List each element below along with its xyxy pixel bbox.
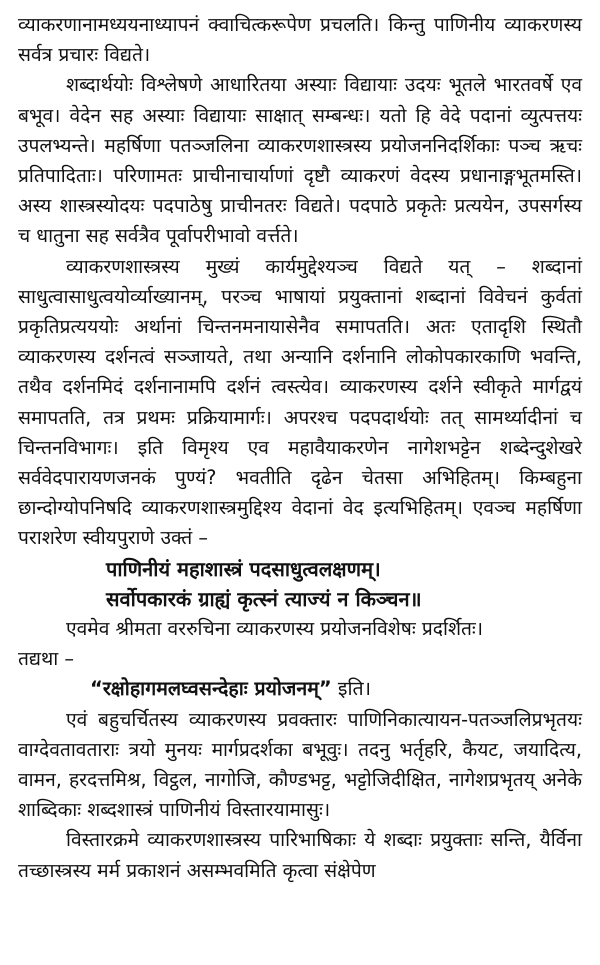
paragraph-1: व्याकरणानामध्ययनाध्यापनं क्वाचित्करूपेण प्रचलति। किन्तु पाणिनीय व्याकरणस्य सर्वत्र प्रचारः विद्यते। — [18, 13, 582, 67]
paragraph-6: विस्तारक्रमे व्याकरणशास्त्रस्य पारिभाषिकाः ये शब्दाः प्रयुक्ताः सन्ति, यैर्विना तच्छास्त्रस्य मर्म प्रकाशनं असम्भवमिति कृत्वा संक्षेपेण — [18, 828, 582, 882]
quote-line — [18, 674, 582, 704]
paragraph-2: शब्दार्थयोः विश्लेषणे आधारितया अस्याः विद्यायाः उदयः भूतले भारतवर्षे एव बभूव। वेदेन सह अस्याः विद्यायाः साक्षात् सम्बन्धः। यतो हि वेदे पदानां व्युत्पत्तयः उपलभ्यन्ते। महर्षिणा पतञ्जलिना व्याकरणशास्त्रस्य प्रयोजननिदर्शिकाः पञ्च ऋचः प्रतिपादिताः। परिणामतः प्राचीनाचार्याणां दृष्टौ व्याकरणं वेदस्य प्रधानाङ्गभूतमस्ति। अस्य शास्त्रस्योदयः पदपाठेषु प्राचीनतरः विद्यते। पदपाठे प्रकृतेः प्रत्ययेन, उपसर्गस्य च धातुना सह सर्वत्रैव पूर्वापरीभावो वर्त्तते। — [18, 73, 582, 248]
verse-line-2: सर्वोपकारकं ग्राह्यं कृत्स्नं त्याज्यं न किञ्चन॥ — [106, 586, 422, 611]
tadyatha-line: तद्यथा – — [18, 647, 74, 671]
paragraph-5: एवं बहुचर्चितस्य व्याकरणस्य प्रवक्तारः पाणिनिकात्यायन-पतञ्जलिप्रभृतयः वाग्देवतावताराः त्रयो मुनयः मार्गप्रदर्शका बभूवुः। तदनु भर्तृहरि, कैयट, जयादित्य, वामन, हरदत्तमिश्र, विट्ठल, नागोजि, कौण्डभट्ट, भट्टोजिदीक्षित, नागेशप्रभृतय् अनेके शाब्दिकाः शब्दशास्त्रं पाणिनीयं विस्तारयामासुः। — [18, 707, 582, 822]
verse-line-1: पाणिनीयं महाशास्त्रं पदसाधुत्वलक्षणम्। — [106, 556, 381, 581]
paragraph-4: एवमेव श्रीमता वररुचिना व्याकरणस्य प्रयोजनविशेषः प्रदर्शितः। — [66, 617, 484, 641]
paragraph-3: व्याकरणशास्त्रस्य मुख्यं कार्यमुद्देश्यञ्च विद्यते यत् – शब्दानां साधुत्वासाधुत्वयोर्व्याख्यानम्, परञ्च भाषायां प्रयुक्तानां शब्दानां विवेचनं कुर्वतां प्रकृतिप्रत्यययोः अर्थानां चिन्तनमनायासेनैव समापतति। अतः एतादृशि स्थितौ व्याकरणस्य दर्शनत्वं सञ्जायते, तथा अन्यानि दर्शनानि लोकोपकारकाणि भवन्ति, तथैव दर्शनमिदं दर्शनानामपि दर्शनं त्वस्त्येव। व्याकरणस्य दर्शने स्वीकृते मार्गद्वयं समापतति, तत्र प्रथमः प्रक्रियामार्गः। अपरश्च पदपदार्थयोः तत् सामर्थ्यादीनां च चिन्तनविभागः। इति विमृश्य एव महावैयाकरणेन नागेशभट्टेन शब्देन्दुशेखरे सर्ववेदपारायणजनकं पुण्यं? भवतीति दृढेन चेतसा अभिहितम्। किम्बहुना छान्दोग्योपनिषदि व्याकरणशास्त्रमुद्दिश्य वेदानां वेद इत्यभिहितम्। एवञ्च महर्षिणा पराशरेण स्वीयपुराणे उक्तं – — [18, 254, 582, 550]
quote-text: “रक्षोहागमलघ्वसन्देहाः प्रयोजनम्” — [90, 677, 332, 701]
quote-iti: इति। — [331, 677, 372, 701]
